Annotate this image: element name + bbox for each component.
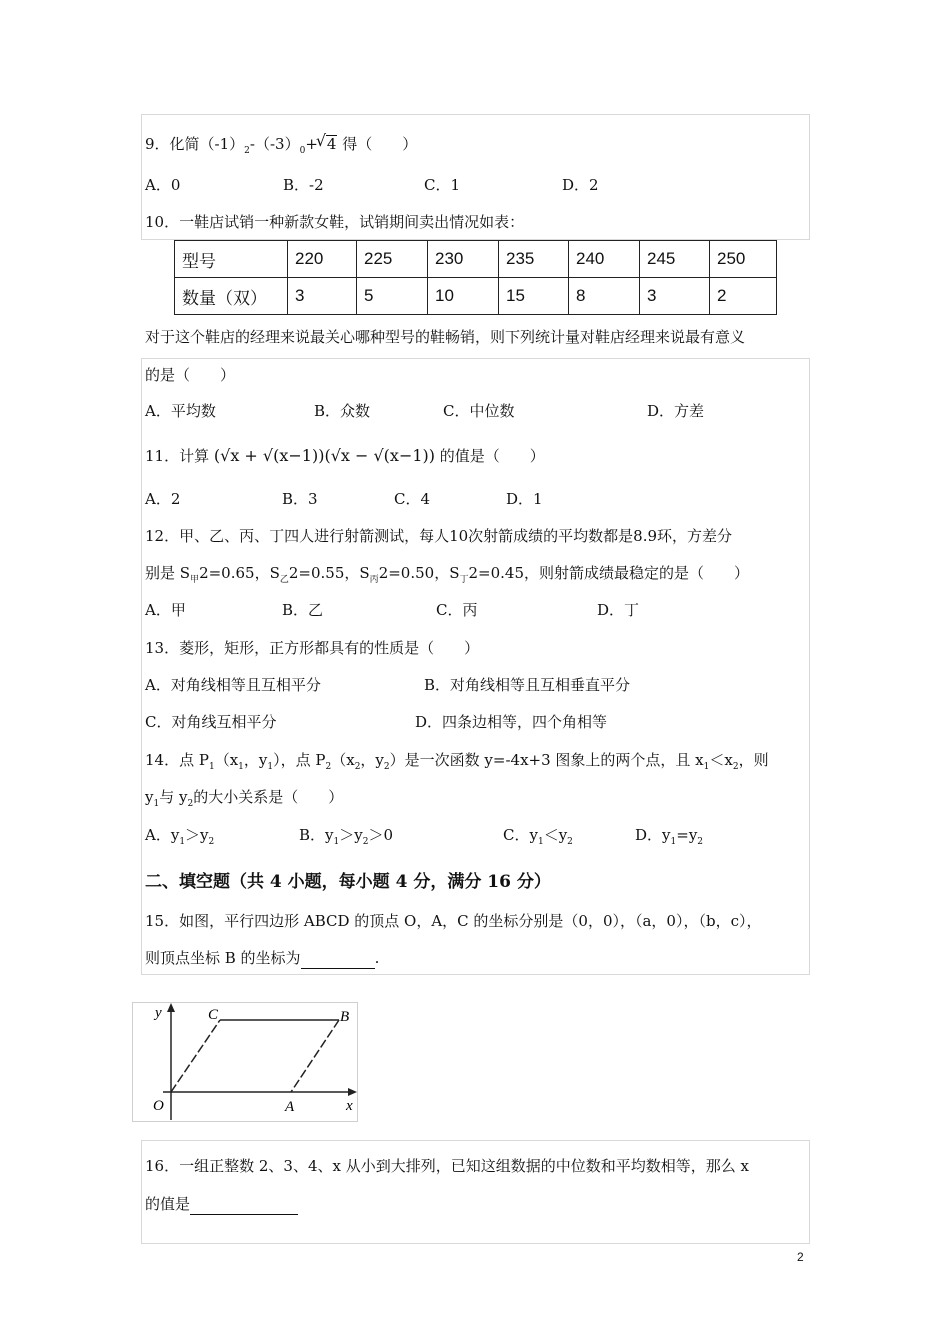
q14-option-c: C．$y_1<y_2$ <box>503 826 573 847</box>
q11-option-b: B．3 <box>282 490 318 508</box>
q10-option-d: D．方差 <box>647 402 705 420</box>
q11-option-a: A．2 <box>145 490 181 508</box>
q11-option-c: C．4 <box>394 490 431 508</box>
q11-expression: (√x + √(x−1))(√x − √(x−1)) <box>213 446 436 465</box>
side-oc <box>171 1020 220 1092</box>
table-cell: 型号 <box>175 241 288 278</box>
side-ba <box>291 1020 339 1092</box>
q10-stem: 10．一鞋店试销一种新款女鞋，试销期间卖出情况如表： <box>145 213 525 231</box>
q14-option-d: D．$y_1=y_2$ <box>635 826 704 847</box>
table-cell: 250 <box>710 241 777 278</box>
q9-option-c: C．1 <box>424 176 461 194</box>
parallelogram-diagram <box>133 1003 357 1121</box>
q9-stem: 9．化简$(-1)_2-(-3)_0+√$ 4 得（ ） <box>145 134 417 161</box>
table-cell: 8 <box>569 278 640 315</box>
q15-stem-2: 则顶点坐标 B 的坐标为 . <box>145 949 380 967</box>
q12-stem-2: 别是 $S_甲2=0.65$，$S_乙2=0.55$，$S_丙2=0.50$，$S_丁2=0.45$，则射箭成绩最稳定的是（ ） <box>145 564 750 585</box>
answer-blank <box>301 948 375 969</box>
q14-option-b: B．$y_1>y_2>0$ <box>299 826 393 847</box>
parallelogram-figure <box>132 1002 358 1122</box>
q10-option-a: A．平均数 <box>145 402 216 420</box>
q14-option-a: A．$y_1>y_2$ <box>145 826 215 847</box>
table-row <box>175 241 777 278</box>
section-title: 二、填空题（共 4 小题，每小题 4 分，满分 16 分） <box>145 872 551 892</box>
q10-option-c: C．中位数 <box>443 402 515 420</box>
table-cell: 3 <box>288 278 357 315</box>
q12-option-b: B．乙 <box>282 601 324 619</box>
q13-stem: 13．菱形，矩形，正方形都具有的性质是（ ） <box>145 639 480 657</box>
table-cell: 225 <box>357 241 428 278</box>
point-o-label: O <box>153 1098 164 1114</box>
q16-stem-2: 的值是 <box>145 1194 298 1215</box>
q12-option-c: C．丙 <box>436 601 478 619</box>
q11-stem: 11．计算 (√x + √(x−1))(√x − √(x−1)) 的值是（ ） <box>145 446 545 465</box>
x-axis-label: x <box>346 1098 353 1114</box>
table-cell: 240 <box>569 241 640 278</box>
point-a-label: A <box>285 1099 295 1115</box>
table-cell: 5 <box>357 278 428 315</box>
q15-stem-1: 15．如图，平行四边形 ABCD 的顶点 O，A，C 的坐标分别是（0，0），（a，0），（b，c）， <box>145 912 762 930</box>
table-cell: 数量（双） <box>175 278 288 315</box>
q14-stem-1: 14．点 $P_1(x_1$，$y_1$），点 $P_2(x_2$，$y_2$）是一次函数 y=-4x+3 图象上的两个点，且 $x_1<x_2$，则 <box>145 751 769 772</box>
q13-option-b: B．对角线相等且互相垂直平分 <box>424 676 631 694</box>
table-cell: 230 <box>428 241 499 278</box>
sqrt-symbol: √ 4 <box>326 135 338 152</box>
point-b-label: B <box>340 1009 350 1025</box>
q12-stem-1: 12．甲、乙、丙、丁四人进行射箭测试，每人10次射箭成绩的平均数都是8.9环，方差分 <box>145 527 733 545</box>
table-cell: 220 <box>288 241 357 278</box>
table-cell: 245 <box>640 241 710 278</box>
shoe-sales-table <box>174 240 777 315</box>
q12-option-a: A．甲 <box>145 601 186 619</box>
q9-option-b: B．-2 <box>283 176 324 194</box>
y-axis-label: y <box>155 1005 162 1021</box>
q10-text-1: 对于这个鞋店的经理来说最关心哪种型号的鞋畅销，则下列统计量对鞋店经理来说最有意义 <box>145 328 746 346</box>
table-cell: 10 <box>428 278 499 315</box>
q12-option-d: D．丁 <box>597 601 640 619</box>
point-c-label: C <box>208 1007 219 1023</box>
q10-text-2: 的是（ ） <box>145 366 236 384</box>
q16-stem-1: 16．一组正整数 2、3、4、x 从小到大排列，已知这组数据的中位数和平均数相等，那么 x <box>145 1157 749 1175</box>
q14-stem-2: $y_1$与 $y_2$的大小关系是（ ） <box>145 788 344 809</box>
q9-option-d: D．2 <box>562 176 599 194</box>
q9-option-a: A．0 <box>145 176 181 194</box>
answer-blank <box>190 1194 298 1215</box>
table-cell: 235 <box>499 241 569 278</box>
table-cell: 15 <box>499 278 569 315</box>
y-axis-arrow <box>167 1003 175 1012</box>
q13-option-c: C．对角线互相平分 <box>145 713 277 731</box>
q13-option-a: A．对角线相等且互相平分 <box>145 676 321 694</box>
table-cell: 2 <box>710 278 777 315</box>
q11-option-d: D．1 <box>506 490 543 508</box>
table-row <box>175 278 777 315</box>
page-number: 2 <box>797 1250 804 1264</box>
q13-option-d: D．四条边相等，四个角相等 <box>415 713 608 731</box>
q10-option-b: B．众数 <box>314 402 371 420</box>
x-axis-arrow <box>348 1088 357 1096</box>
table-cell: 3 <box>640 278 710 315</box>
